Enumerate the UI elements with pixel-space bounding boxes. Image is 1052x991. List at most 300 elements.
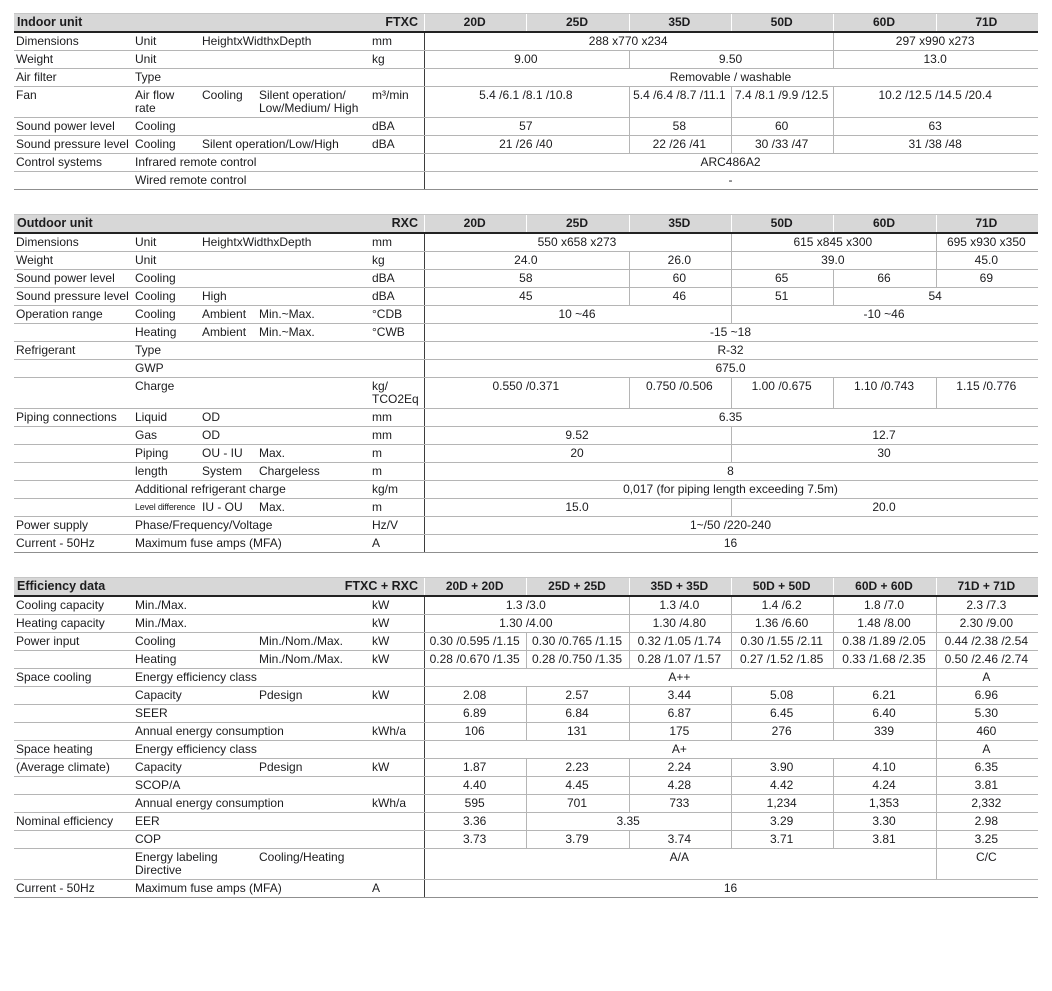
value-cell: 65 (731, 270, 833, 287)
unit-label: m (372, 464, 382, 478)
value-cell: 26.0 (629, 252, 731, 269)
value-cell: 1.87 (424, 759, 526, 776)
value-cell: 20 (424, 445, 731, 462)
row-label: Min.~Max. (259, 307, 315, 321)
row-label: Fan (16, 88, 37, 102)
row-label: Cooling (135, 119, 176, 133)
value-cell: 2.98 (936, 813, 1038, 830)
unit-label: kg/m (372, 482, 399, 496)
value-cell: 6.84 (526, 705, 628, 722)
spec-row (14, 342, 1038, 360)
row-label (14, 378, 133, 408)
spec-row (14, 172, 1038, 189)
row-label: Dimensions (16, 235, 79, 249)
row-label: Weight (16, 253, 54, 267)
value-cell: 288 x770 x234 (424, 33, 833, 50)
row-label: EER (135, 814, 160, 828)
value-cell: 3.71 (731, 831, 833, 848)
row-label: Sound power level (16, 119, 115, 133)
value-cell: 3.81 (833, 831, 935, 848)
row-label (200, 360, 370, 377)
row-label (14, 687, 133, 704)
spec-row (14, 615, 1038, 633)
row-label: Sound pressure level (16, 137, 129, 151)
row-label: Liquid (135, 410, 168, 424)
row-label (14, 651, 133, 668)
row-label: Energy labeling Directive (135, 850, 218, 877)
spec-row (14, 723, 1038, 741)
row-label (14, 705, 133, 722)
column-header: 50D (731, 14, 833, 31)
unit-label: kWh/a (372, 796, 407, 810)
section-title: Outdoor unit (17, 216, 93, 230)
row-label: Charge (135, 379, 175, 393)
row-label (257, 409, 370, 426)
row-label (14, 723, 133, 740)
row-label: GWP (135, 361, 164, 375)
row-label: Cooling (135, 634, 176, 648)
unit-label: mm (372, 34, 392, 48)
value-cell: 12.7 (731, 427, 1038, 444)
row-label: OD (202, 410, 220, 424)
value-cell: 4.40 (424, 777, 526, 794)
unit-label: dBA (372, 271, 395, 285)
spec-row (14, 87, 1038, 118)
value-cell: ARC486A2 (424, 154, 1038, 171)
spec-row (14, 813, 1038, 831)
value-cell: 1.4 /6.2 (731, 597, 833, 614)
row-label (200, 378, 370, 408)
value-cell: 60 (731, 118, 833, 135)
unit-label (370, 741, 424, 758)
value-cell: 3.73 (424, 831, 526, 848)
unit-label: kWh/a (372, 724, 407, 738)
unit-label (370, 831, 424, 848)
row-label: Current - 50Hz (16, 881, 95, 895)
row-label (14, 849, 133, 879)
row-label: Heating capacity (16, 616, 105, 630)
value-cell: 16 (424, 880, 1038, 897)
value-cell: A+ (424, 741, 936, 758)
row-label: Heating (135, 652, 177, 666)
value-cell: 3.36 (424, 813, 526, 830)
unit-label (370, 705, 424, 722)
value-cell: 131 (526, 723, 628, 740)
value-cell: 4.10 (833, 759, 935, 776)
value-cell: 0.27 /1.52 /1.85 (731, 651, 833, 668)
value-cell: 46 (629, 288, 731, 305)
row-label: Control systems (16, 155, 103, 169)
spec-row (14, 687, 1038, 705)
row-label (257, 427, 370, 444)
value-cell: 175 (629, 723, 731, 740)
section-title: Indoor unit (17, 15, 83, 29)
value-cell: 3.35 (526, 813, 731, 830)
value-cell: R-32 (424, 342, 1038, 359)
unit-label: kg (372, 253, 385, 267)
value-cell: -10 ~46 (731, 306, 1038, 323)
column-header: 25D + 25D (526, 578, 628, 595)
spec-row (14, 306, 1038, 324)
spec-row (14, 378, 1038, 409)
value-cell: 695 x930 x350 (936, 234, 1038, 251)
row-label: Cooling (135, 137, 176, 151)
value-cell: 0.33 /1.68 /2.35 (833, 651, 935, 668)
spec-row (14, 831, 1038, 849)
row-label: Current - 50Hz (16, 536, 95, 550)
spec-row (14, 118, 1038, 136)
row-label: Unit (135, 34, 157, 48)
value-cell: 58 (629, 118, 731, 135)
row-label: (Average climate) (16, 760, 110, 774)
value-cell: 3.90 (731, 759, 833, 776)
value-cell: 5.4 /6.4 /8.7 /11.1 (629, 87, 731, 117)
value-cell: 1.10 /0.743 (833, 378, 935, 408)
row-label: Energy efficiency class (135, 670, 257, 684)
value-cell: 5.08 (731, 687, 833, 704)
column-header: 71D (936, 215, 1038, 232)
value-cell: 1.30 /4.80 (629, 615, 731, 632)
row-label: OU - IU (202, 446, 243, 460)
spec-row (14, 360, 1038, 378)
spec-table-efficiency-data (14, 577, 1038, 898)
value-cell: 0.32 /1.05 /1.74 (629, 633, 731, 650)
spec-row (14, 33, 1038, 51)
row-label: Cooling (135, 307, 176, 321)
value-cell: 51 (731, 288, 833, 305)
value-cell: 4.45 (526, 777, 628, 794)
row-label: SCOP/A (135, 778, 181, 792)
value-cell: 3.25 (936, 831, 1038, 848)
value-cell: 6.89 (424, 705, 526, 722)
row-label (14, 324, 133, 341)
value-cell: 3.44 (629, 687, 731, 704)
value-cell: 6.45 (731, 705, 833, 722)
spec-row (14, 597, 1038, 615)
row-label (257, 288, 370, 305)
value-cell: 66 (833, 270, 935, 287)
value-cell: 10.2 /12.5 /14.5 /20.4 (833, 87, 1038, 117)
spec-row (14, 759, 1038, 777)
unit-label: A (372, 536, 381, 550)
column-header: 20D (424, 215, 526, 232)
spec-row (14, 270, 1038, 288)
value-cell: 3.29 (731, 813, 833, 830)
unit-label: mm (372, 235, 392, 249)
spec-row (14, 517, 1038, 535)
spec-row (14, 136, 1038, 154)
row-label: Additional refrigerant charge (135, 482, 286, 496)
row-label: Ambient (202, 307, 247, 321)
value-cell: 1.15 /0.776 (936, 378, 1038, 408)
row-label: Annual energy consumption (135, 724, 284, 738)
value-cell: 4.42 (731, 777, 833, 794)
column-header: 50D + 50D (731, 578, 833, 595)
row-label: Ambient (202, 325, 247, 339)
row-label: High (202, 289, 227, 303)
unit-label: dBA (372, 119, 395, 133)
table-title-cell (14, 578, 424, 595)
spec-table-indoor-unit (14, 13, 1038, 190)
value-cell: 276 (731, 723, 833, 740)
row-label (14, 831, 133, 848)
unit-label (370, 342, 424, 359)
row-label (200, 597, 370, 614)
unit-label (370, 777, 424, 794)
value-cell: C/C (936, 849, 1038, 879)
value-cell: 106 (424, 723, 526, 740)
row-label: Capacity (135, 760, 182, 774)
value-cell: 1.30 /4.00 (424, 615, 629, 632)
spec-row (14, 481, 1038, 499)
row-label: Piping (135, 446, 169, 460)
value-cell: 1.00 /0.675 (731, 378, 833, 408)
value-cell: 675.0 (424, 360, 1038, 377)
column-header: 35D (629, 215, 731, 232)
value-cell: 2.24 (629, 759, 731, 776)
value-cell: 1.3 /4.0 (629, 597, 731, 614)
row-label: OD (202, 428, 220, 442)
unit-label: kW (372, 634, 390, 648)
row-label (200, 69, 370, 86)
column-header: 60D + 60D (833, 578, 935, 595)
row-label: Power input (16, 634, 80, 648)
value-cell: 6.35 (936, 759, 1038, 776)
row-label (14, 360, 133, 377)
model-series-label: FTXC + RXC (344, 579, 418, 593)
model-series-label: RXC (391, 216, 418, 230)
spec-row (14, 849, 1038, 880)
value-cell: 20.0 (731, 499, 1038, 516)
value-cell: 0.30 /1.55 /2.11 (731, 633, 833, 650)
value-cell: 0.38 /1.89 /2.05 (833, 633, 935, 650)
value-cell: 595 (424, 795, 526, 812)
spec-row (14, 154, 1038, 172)
value-cell: A++ (424, 669, 936, 686)
value-cell: 0.30 /0.595 /1.15 (424, 633, 526, 650)
row-label: Maximum fuse amps (MFA) (135, 536, 282, 550)
row-label: Weight (16, 52, 54, 66)
column-header: 35D + 35D (629, 578, 731, 595)
row-label (14, 499, 133, 516)
unit-label: m (372, 500, 382, 514)
value-cell: 15.0 (424, 499, 731, 516)
row-label: Min./Max. (135, 616, 188, 630)
value-cell: 2.23 (526, 759, 628, 776)
row-label: Pdesign (259, 688, 303, 702)
unit-label: °CDB (372, 307, 403, 321)
spec-table-outdoor-unit (14, 214, 1038, 553)
column-header: 20D (424, 14, 526, 31)
value-cell: 3.79 (526, 831, 628, 848)
spec-row (14, 777, 1038, 795)
column-header: 60D (833, 14, 935, 31)
row-label: Capacity (135, 688, 182, 702)
row-label: Type (135, 343, 162, 357)
unit-label: °CWB (372, 325, 405, 339)
spec-row (14, 69, 1038, 87)
row-label: HeightxWidthxDepth (202, 235, 312, 249)
unit-label (370, 669, 424, 686)
value-cell: 8 (424, 463, 1038, 480)
spec-row (14, 463, 1038, 481)
value-cell: 16 (424, 535, 1038, 552)
table-title-cell (14, 14, 424, 31)
row-label: Level difference (135, 502, 196, 512)
unit-label (370, 154, 424, 171)
value-cell: 733 (629, 795, 731, 812)
value-cell: A/A (424, 849, 936, 879)
row-label: Piping connections (16, 410, 117, 424)
row-label: Pdesign (259, 760, 303, 774)
value-cell: 6.35 (424, 409, 1038, 426)
value-cell: 0.50 /2.46 /2.74 (936, 651, 1038, 668)
row-label: Min./Nom./Max. (259, 652, 344, 666)
value-cell: 58 (424, 270, 629, 287)
value-cell: 0.28 /1.07 /1.57 (629, 651, 731, 668)
row-label (200, 270, 370, 287)
value-cell: 9.52 (424, 427, 731, 444)
value-cell: 1.48 /8.00 (833, 615, 935, 632)
value-cell: 24.0 (424, 252, 629, 269)
unit-label: m (372, 446, 382, 460)
column-header: 71D (936, 14, 1038, 31)
value-cell: 7.4 /8.1 /9.9 /12.5 (731, 87, 833, 117)
spec-row (14, 651, 1038, 669)
row-label (14, 172, 133, 189)
unit-label: mm (372, 410, 392, 424)
row-label: Dimensions (16, 34, 79, 48)
value-cell: 0.44 /2.38 /2.54 (936, 633, 1038, 650)
row-label: Space heating (16, 742, 93, 756)
value-cell: 2.08 (424, 687, 526, 704)
unit-label (370, 849, 424, 879)
row-label: Cooling (135, 289, 176, 303)
value-cell: 550 x658 x273 (424, 234, 731, 251)
row-label (14, 481, 133, 498)
value-cell: 2,332 (936, 795, 1038, 812)
row-label: Annual energy consumption (135, 796, 284, 810)
row-label: Unit (135, 235, 157, 249)
value-cell: 1.3 /3.0 (424, 597, 629, 614)
table-header-row (14, 577, 1038, 597)
value-cell: 30 /33 /47 (731, 136, 833, 153)
value-cell: 4.28 (629, 777, 731, 794)
column-header: 50D (731, 215, 833, 232)
spec-row (14, 795, 1038, 813)
value-cell: 701 (526, 795, 628, 812)
row-label: Phase/Frequency/Voltage (135, 518, 273, 532)
value-cell: 39.0 (731, 252, 936, 269)
value-cell: 3.74 (629, 831, 731, 848)
value-cell: -15 ~18 (424, 324, 1038, 341)
value-cell: 45 (424, 288, 629, 305)
column-header: 25D (526, 215, 628, 232)
unit-label (370, 360, 424, 377)
row-label (14, 445, 133, 462)
spec-row (14, 234, 1038, 252)
value-cell: 21 /26 /40 (424, 136, 629, 153)
row-label: Min.~Max. (259, 325, 315, 339)
row-label (14, 427, 133, 444)
column-header: 25D (526, 14, 628, 31)
value-cell: 2.3 /7.3 (936, 597, 1038, 614)
row-label: Operation range (16, 307, 103, 321)
row-label: System (202, 464, 243, 478)
row-label: Space cooling (16, 670, 92, 684)
row-label: Refrigerant (16, 343, 76, 357)
unit-label: dBA (372, 289, 395, 303)
value-cell: 1.36 /6.60 (731, 615, 833, 632)
row-label (200, 342, 370, 359)
row-label: Cooling (135, 271, 176, 285)
value-cell: 13.0 (833, 51, 1038, 68)
value-cell: 57 (424, 118, 629, 135)
row-label: Wired remote control (135, 173, 247, 187)
value-cell: A (936, 741, 1038, 758)
value-cell: 0.28 /0.750 /1.35 (526, 651, 628, 668)
column-header: 20D + 20D (424, 578, 526, 595)
row-label: Gas (135, 428, 158, 442)
row-label: Air flow rate (135, 88, 175, 115)
spec-row (14, 252, 1038, 270)
unit-label: kW (372, 688, 390, 702)
row-label: Heating (135, 325, 177, 339)
unit-label: m³/min (372, 88, 409, 102)
value-cell: 0.750 /0.506 (629, 378, 731, 408)
value-cell: 6.87 (629, 705, 731, 722)
row-label: IU - OU (202, 500, 243, 514)
row-label (200, 51, 370, 68)
row-label (14, 463, 133, 480)
unit-label: kW (372, 598, 390, 612)
value-cell: 1.8 /7.0 (833, 597, 935, 614)
row-label: Chargeless (259, 464, 320, 478)
row-label: Max. (259, 500, 286, 514)
row-label (14, 795, 133, 812)
row-label: Energy efficiency class (135, 742, 257, 756)
row-label (200, 252, 370, 269)
unit-label: kg/ TCO2Eq (372, 379, 419, 406)
value-cell: 5.30 (936, 705, 1038, 722)
value-cell: 3.81 (936, 777, 1038, 794)
value-cell: 1,353 (833, 795, 935, 812)
row-label: length (135, 464, 168, 478)
row-label: Power supply (16, 518, 89, 532)
row-label (200, 118, 370, 135)
value-cell: 339 (833, 723, 935, 740)
row-label: SEER (135, 706, 168, 720)
spec-row (14, 499, 1038, 517)
value-cell: 30 (731, 445, 1038, 462)
value-cell: A (936, 669, 1038, 686)
unit-label: kg (372, 52, 385, 66)
spec-row (14, 669, 1038, 687)
value-cell: 22 /26 /41 (629, 136, 731, 153)
row-label: Silent operation/ Low/Medium/ High (259, 88, 359, 115)
value-cell: 2.57 (526, 687, 628, 704)
value-cell: 54 (833, 288, 1038, 305)
row-label: HeightxWidthxDepth (202, 34, 312, 48)
unit-label: Hz/V (372, 518, 399, 532)
value-cell: 3.30 (833, 813, 935, 830)
value-cell: 45.0 (936, 252, 1038, 269)
value-cell: 4.24 (833, 777, 935, 794)
column-header: 35D (629, 14, 731, 31)
value-cell: 0.550 /0.371 (424, 378, 629, 408)
value-cell: 9.50 (629, 51, 834, 68)
value-cell: 6.40 (833, 705, 935, 722)
